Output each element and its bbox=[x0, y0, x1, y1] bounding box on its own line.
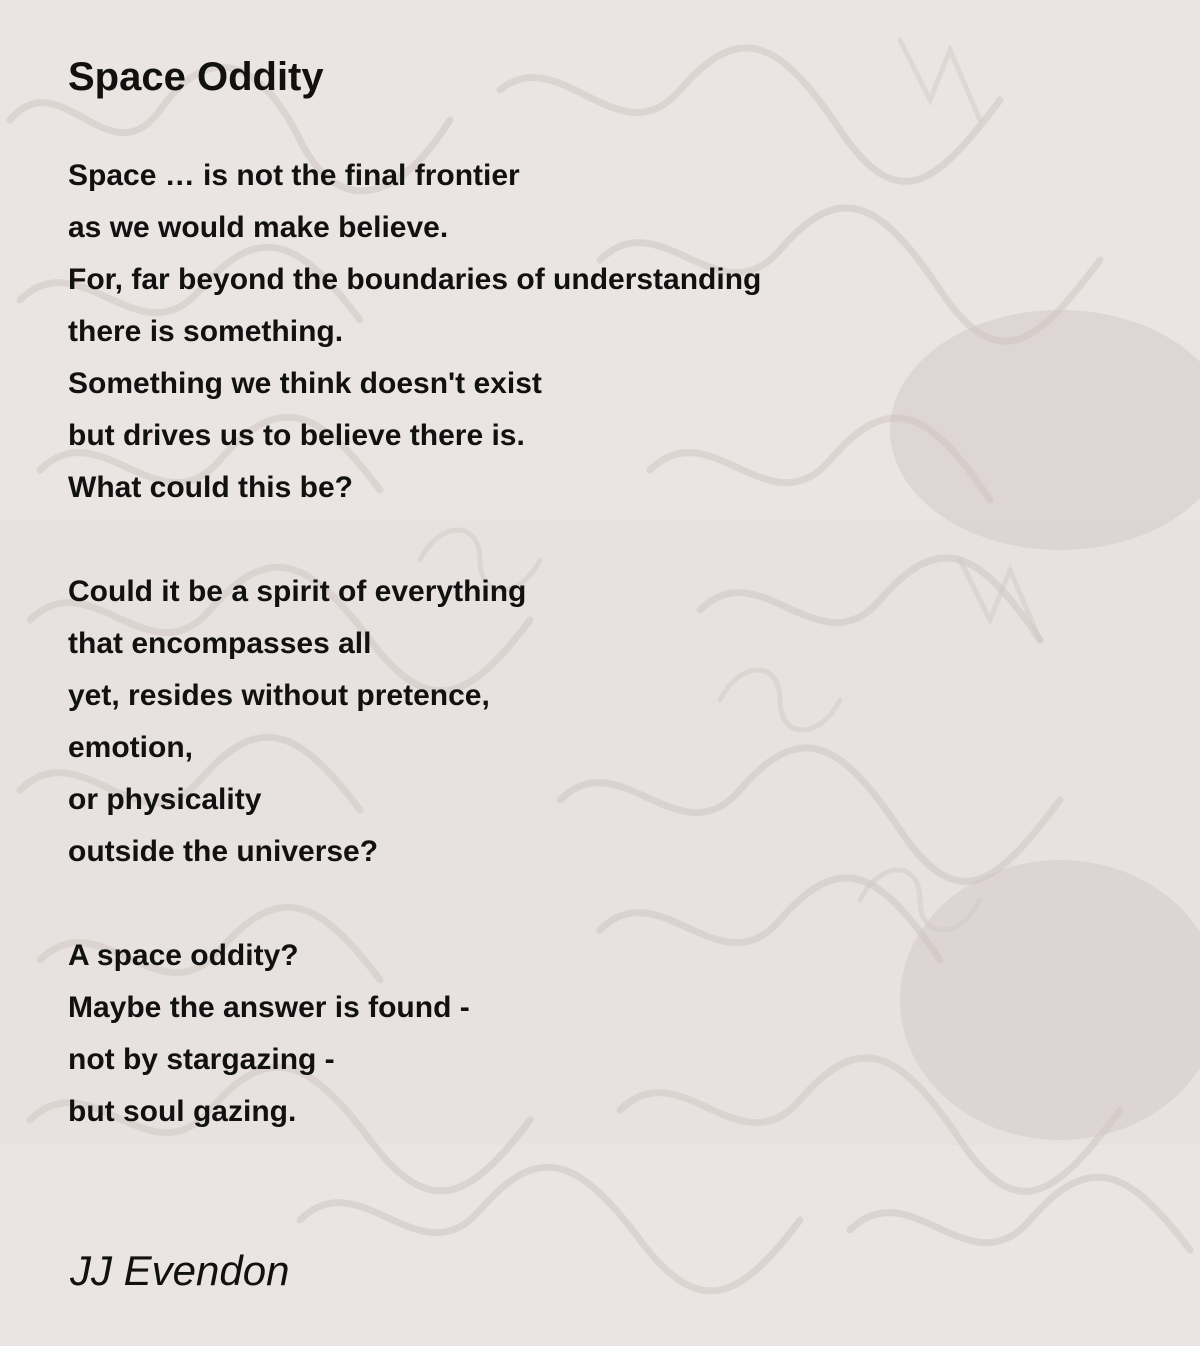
poem-line: For, far beyond the boundaries of understanding bbox=[68, 263, 762, 296]
poem-line: What could this be? bbox=[68, 471, 353, 504]
poem-line: Space … is not the final frontier bbox=[68, 159, 520, 192]
poem-body bbox=[68, 150, 1068, 1138]
poem-line: outside the universe? bbox=[68, 835, 379, 868]
stanza-gap bbox=[68, 514, 1068, 566]
poem-title: Space Oddity bbox=[68, 55, 324, 99]
poem-line: but drives us to believe there is. bbox=[68, 419, 525, 452]
poem-author: JJ Evendon bbox=[70, 1247, 290, 1294]
poem-line: Something we think doesn't exist bbox=[68, 367, 542, 400]
poem-line: yet, resides without pretence, bbox=[68, 679, 490, 712]
poem-line: Could it be a spirit of everything bbox=[68, 575, 527, 608]
poem-line: or physicality bbox=[68, 783, 262, 816]
stanza-3 bbox=[68, 930, 1068, 1138]
stanza-2 bbox=[68, 566, 1068, 878]
stanza-1 bbox=[68, 150, 1068, 514]
poem-line: there is something. bbox=[68, 315, 344, 348]
stanza-gap bbox=[68, 878, 1068, 930]
poem-line: that encompasses all bbox=[68, 627, 372, 660]
poem-line: but soul gazing. bbox=[68, 1095, 297, 1128]
poem-line: A space oddity? bbox=[68, 939, 299, 972]
poem-line: not by stargazing - bbox=[68, 1043, 335, 1076]
poem-line: emotion, bbox=[68, 731, 193, 764]
poem-line: as we would make believe. bbox=[68, 211, 449, 244]
poem-line: Maybe the answer is found - bbox=[68, 991, 470, 1024]
